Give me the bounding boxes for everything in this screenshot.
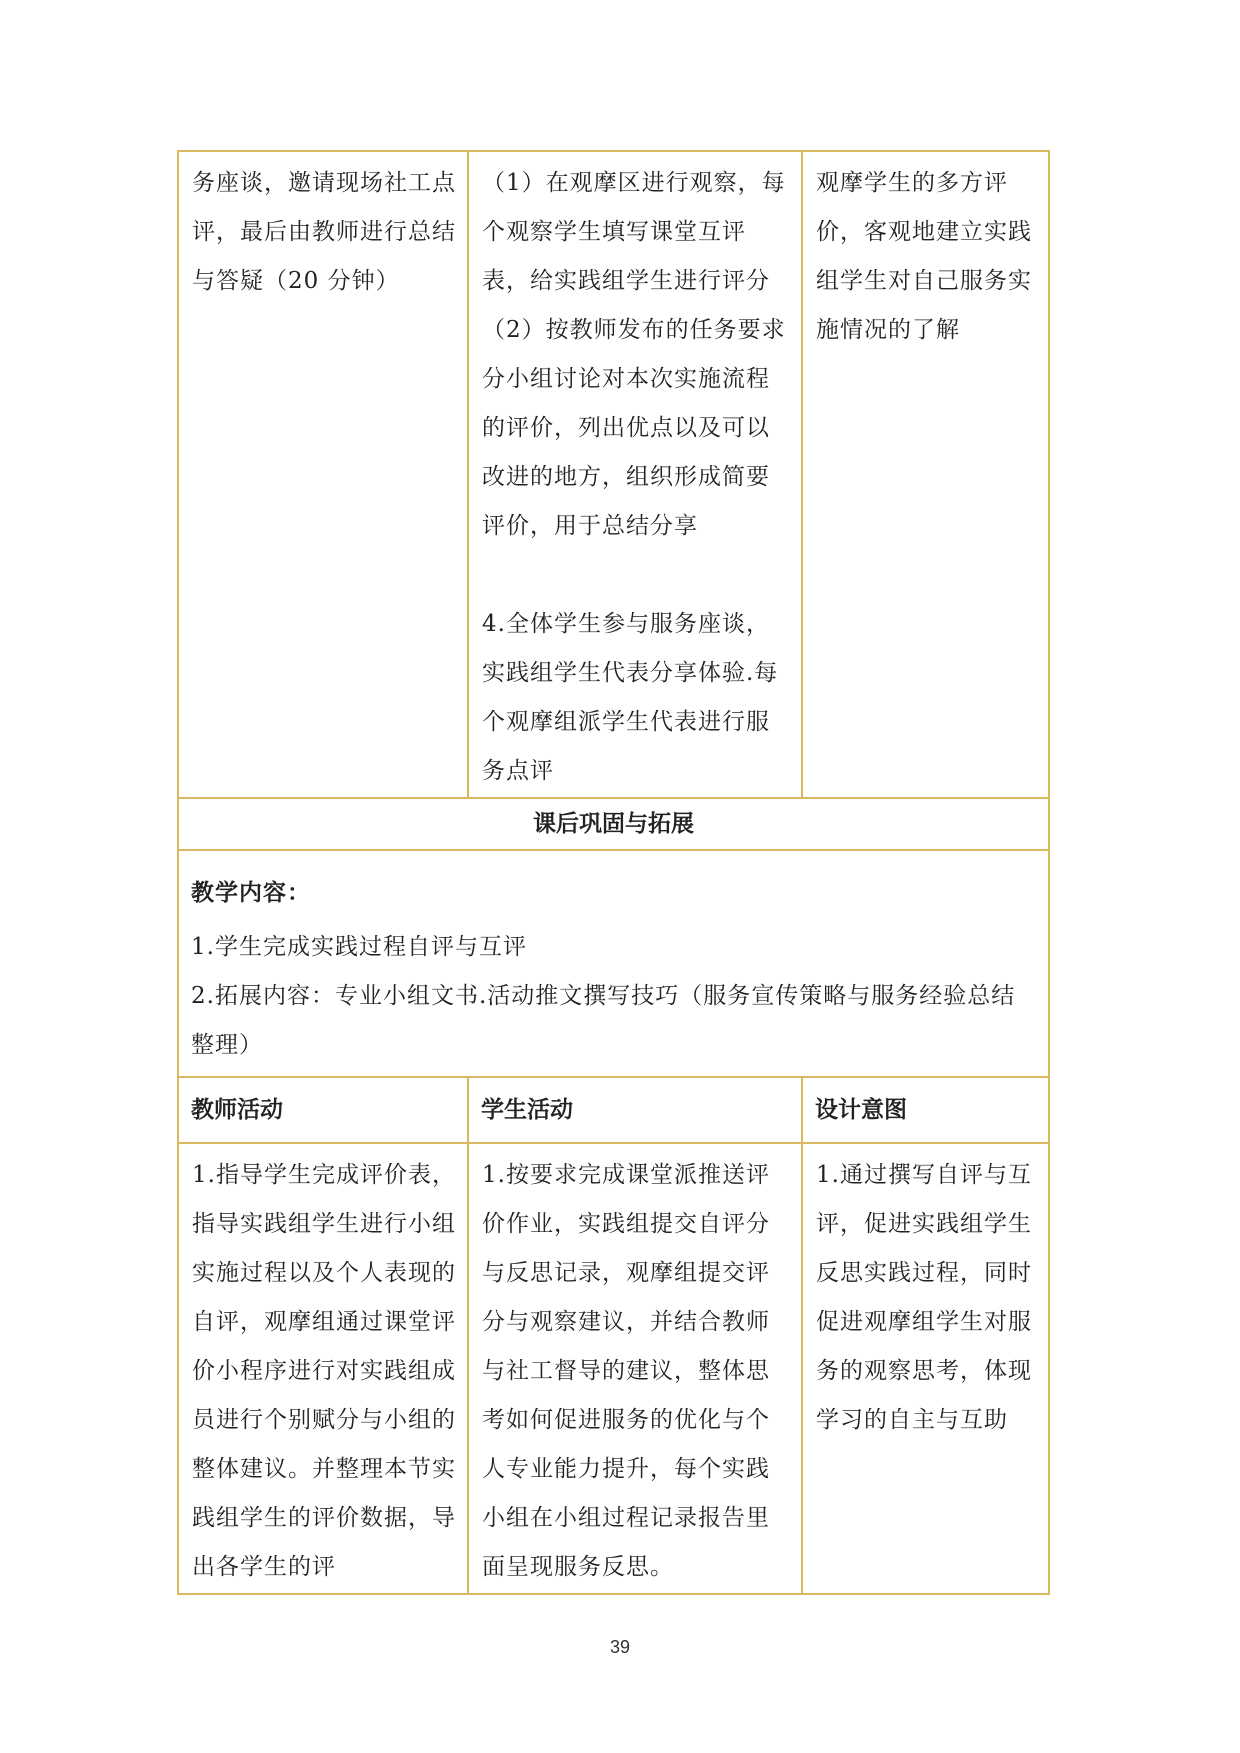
page-number: 39	[609, 1637, 631, 1657]
lesson-plan-table	[177, 150, 1050, 1595]
teaching-content-label: 教学内容：	[191, 880, 311, 906]
table-row	[178, 798, 1049, 850]
student-activity-step-2: （2）按教师发布的任务要求分小组讨论对本次实施流程的评价，列出优点以及可以改进的地方，组织形成简要评价，用于总结分享	[482, 317, 786, 539]
table-row	[178, 850, 1049, 1077]
student-activity-text: 1.按要求完成课堂派推送评价作业，实践组提交自评分与反思记录，观摩组提交评分与观察建议，并结合教师与社工督导的建议，整体思考如何促进服务的优化与个人专业能力提升，每个实践小组在小组过程记录报告里面呈现服务反思。	[482, 1162, 770, 1580]
student-activity-step-4: 4.全体学生参与服务座谈，实践组学生代表分享体验.每个观摩组派学生代表进行服务点评	[482, 611, 779, 784]
teaching-content-item-1: 1.学生完成实践过程自评与互评	[191, 934, 527, 960]
design-intent-text: 1.通过撰写自评与互评，促进实践组学生反思实践过程，同时促进观摩组学生对服务的观察思考，体现学习的自主与互助	[816, 1162, 1032, 1433]
teacher-activity-cell	[178, 151, 468, 798]
design-intent-cell	[802, 151, 1049, 798]
teaching-content-item-2: 2.拓展内容：专业小组文书.活动推文撰写技巧（服务宣传策略与服务经验总结整理）	[191, 983, 1016, 1058]
teacher-activity-cell	[178, 1143, 468, 1594]
student-activity-cell	[468, 151, 802, 798]
student-activity-header: 学生活动	[468, 1077, 802, 1143]
section-title: 课后巩固与拓展	[178, 798, 1049, 850]
design-intent-header: 设计意图	[802, 1077, 1049, 1143]
design-intent-text: 观摩学生的多方评价，客观地建立实践组学生对自己服务实施情况的了解	[816, 170, 1032, 343]
design-intent-cell	[802, 1143, 1049, 1594]
teacher-activity-text: 1.指导学生完成评价表，指导实践组学生进行小组实施过程以及个人表现的自评，观摩组通过课堂评价小程序进行对实践组成员进行个别赋分与小组的整体建议。并整理本节实践组学生的评价数据，导出各学生的评	[192, 1162, 456, 1580]
table-row	[178, 151, 1049, 798]
table-row	[178, 1143, 1049, 1594]
teacher-activity-text: 务座谈，邀请现场社工点评，最后由教师进行总结与答疑（20 分钟）	[192, 170, 456, 294]
table-row	[178, 1077, 1049, 1143]
teaching-content-cell	[178, 850, 1049, 1077]
student-activity-cell	[468, 1143, 802, 1594]
teacher-activity-header: 教师活动	[178, 1077, 468, 1143]
student-activity-step-1: （1）在观摩区进行观察，每个观察学生填写课堂互评表，给实践组学生进行评分	[482, 170, 786, 294]
